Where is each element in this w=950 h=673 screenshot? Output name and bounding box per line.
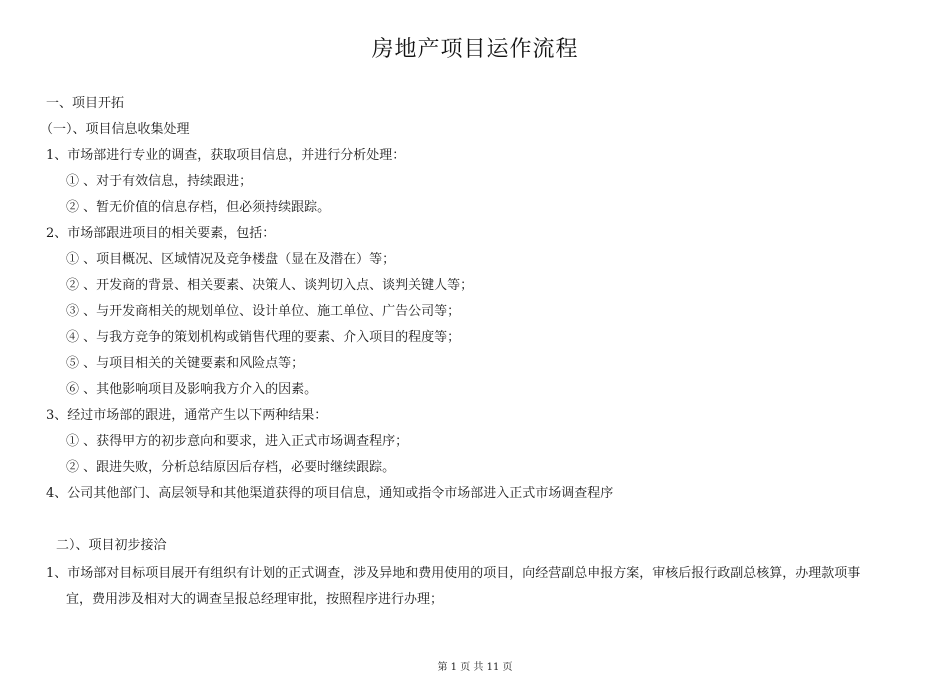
page-footer: 第 1 页 共 11 页 <box>437 662 513 673</box>
section-heading: 一、项目开拓 <box>46 96 125 111</box>
sub-list-item: ② 、暂无价值的信息存档，但必须持续跟踪。 <box>66 200 331 215</box>
list-item: 1、市场部进行专业的调查，获取项目信息，并进行分析处理： <box>46 148 406 163</box>
sub-list-item: ⑤ 、与项目相关的关键要素和风险点等； <box>66 356 305 371</box>
paragraph <box>46 561 896 613</box>
sub-list-item: ② 、跟进失败，分析总结原因后存档，必要时继续跟踪。 <box>66 460 396 475</box>
sub-list-item: ⑥ 、其他影响项目及影响我方介入的因素。 <box>66 382 318 397</box>
list-item: 3、经过市场部的跟进，通常产生以下两种结果： <box>46 408 328 423</box>
list-item: 2、市场部跟进项目的相关要素，包括： <box>46 226 276 241</box>
sub-list-item: ① 、项目概况、区域情况及竞争楼盘（显在及潜在）等； <box>66 252 396 267</box>
sub-list-item: ① 、获得甲方的初步意向和要求，进入正式市场调查程序； <box>66 434 409 449</box>
list-item: 4、公司其他部门、高层领导和其他渠道获得的项目信息，通知或指令市场部进入正式市场调查程序 <box>46 486 614 501</box>
paragraph-line: 1、市场部对目标项目展开有组织有计划的正式调查，涉及异地和费用使用的项目，向经营副总申报方案，审核后报行政副总核算，办理款项事 <box>46 566 861 581</box>
sub-list-item: ① 、对于有效信息，持续跟进； <box>66 174 253 189</box>
subsection-heading: （一）、项目信息收集处理 <box>40 122 190 137</box>
document-title: 房地产项目运作流程 <box>371 37 579 62</box>
sub-list-item: ② 、开发商的背景、相关要素、决策人、谈判切入点、谈判关键人等； <box>66 278 474 293</box>
sub-list-item: ③ 、与开发商相关的规划单位、设计单位、施工单位、广告公司等； <box>66 304 461 319</box>
subsection-heading: 二）、项目初步接洽 <box>56 538 167 553</box>
paragraph-line: 宜，费用涉及相对大的调查呈报总经理审批，按照程序进行办理； <box>66 592 444 607</box>
sub-list-item: ④ 、与我方竞争的策划机构或销售代理的要素、介入项目的程度等； <box>66 330 461 345</box>
